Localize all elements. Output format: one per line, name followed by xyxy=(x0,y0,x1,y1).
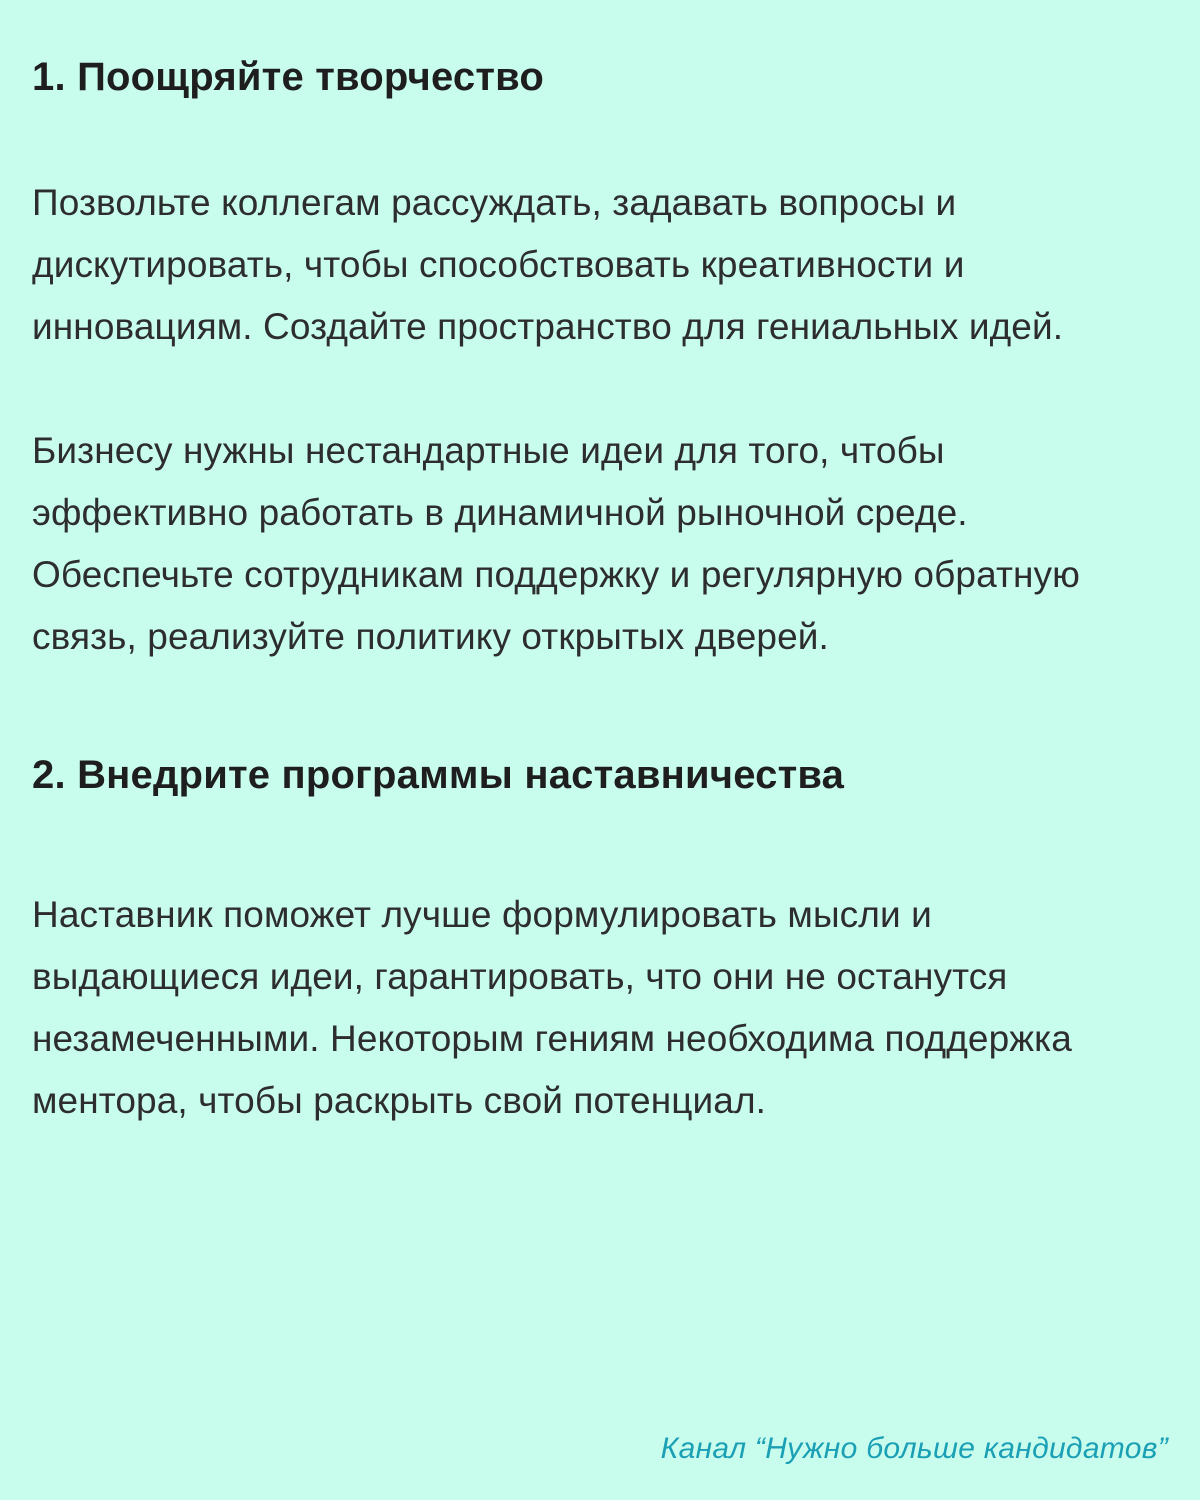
section-1-paragraph-2: Бизнесу нужны нестандартные идеи для того, чтобы эффективно работать в динамичной рыночной среде. Обеспечьте сотрудникам поддержку и регулярную обратную связь, реализуйте политику открытых дверей. xyxy=(32,430,1080,657)
section-1-paragraph-1: Позвольте коллегам рассуждать, задавать вопросы и дискутировать, чтобы способствовать креативности и инновациям. Создайте пространство для гениальных идей. xyxy=(32,182,1064,347)
section-2-title: 2. Внедрите программы наставничества xyxy=(32,753,845,797)
section-2-paragraph-1: Наставник поможет лучше формулировать мысли и выдающиеся идеи, гарантировать, что они не останутся незамеченными. Некоторым гениям необходима поддержка ментора, чтобы раскрыть свой потенциал. xyxy=(32,894,1072,1121)
channel-credit: Канал “Нужно больше кандидатов” xyxy=(660,1432,1168,1465)
section-1-title: 1. Поощряйте творчество xyxy=(32,55,545,99)
